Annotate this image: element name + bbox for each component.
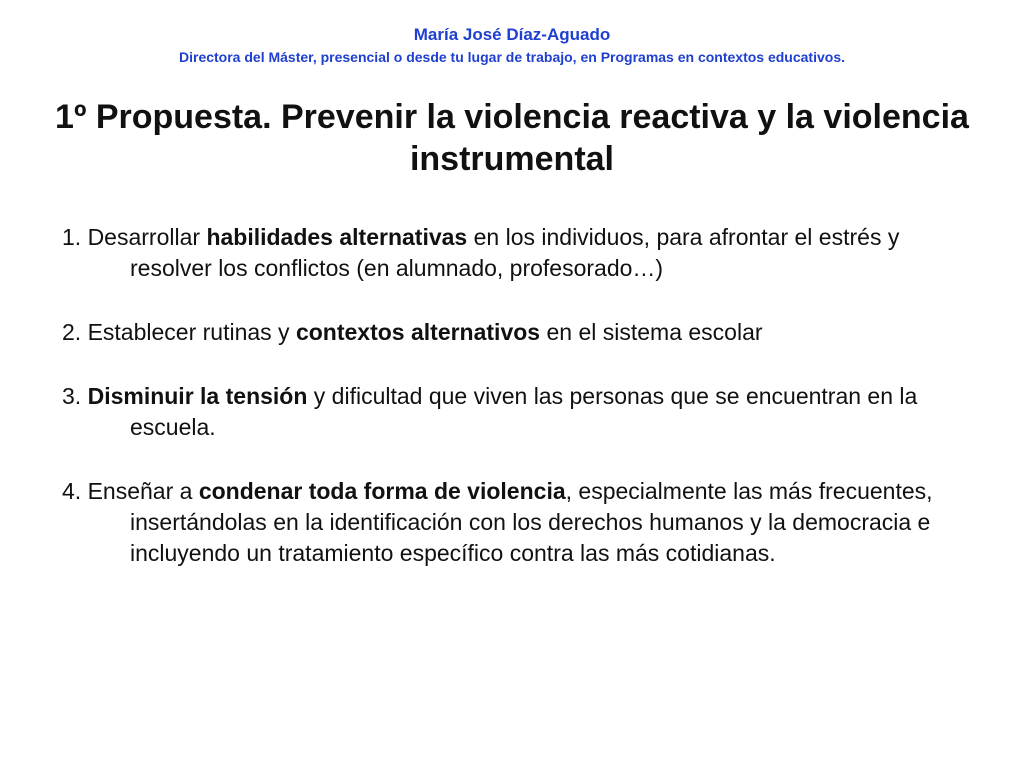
item-emphasis: Disminuir la tensión xyxy=(87,383,308,409)
item-text: en el sistema escolar xyxy=(540,319,763,345)
item-text: 3. xyxy=(62,383,88,409)
list-item xyxy=(62,381,982,443)
list-item xyxy=(62,222,982,284)
item-text: 2. Establecer rutinas y xyxy=(62,319,296,345)
slide-title: 1º Propuesta. Prevenir la violencia reactiva y la violencia instrumental xyxy=(55,98,969,178)
list-item xyxy=(62,317,982,348)
item-text: en los individuos, para afrontar el estrés y resolver los conflictos (en alumnado, profesorado…) xyxy=(130,224,900,281)
author-name: María José Díaz-Aguado xyxy=(413,25,611,44)
item-text: , especialmente las más frecuentes, insertándolas en la identificación con los derechos humanos y la democracia e incluyendo un tratamiento específico contra las más cotidianas. xyxy=(130,478,933,566)
item-emphasis: habilidades alternativas xyxy=(206,224,468,250)
item-emphasis: contextos alternativos xyxy=(295,319,541,345)
list-item xyxy=(62,476,982,569)
item-emphasis: condenar toda forma de violencia xyxy=(198,478,566,504)
item-text: 4. Enseñar a xyxy=(62,478,199,504)
author-role: Directora del Máster, presencial o desde tu lugar de trabajo, en Programas en contextos educativos. xyxy=(179,49,845,65)
item-text: y dificultad que viven las personas que se encuentran en la escuela. xyxy=(130,383,918,440)
proposal-list xyxy=(62,222,982,602)
item-text: 1. Desarrollar xyxy=(62,224,207,250)
slide-header xyxy=(0,24,1024,67)
